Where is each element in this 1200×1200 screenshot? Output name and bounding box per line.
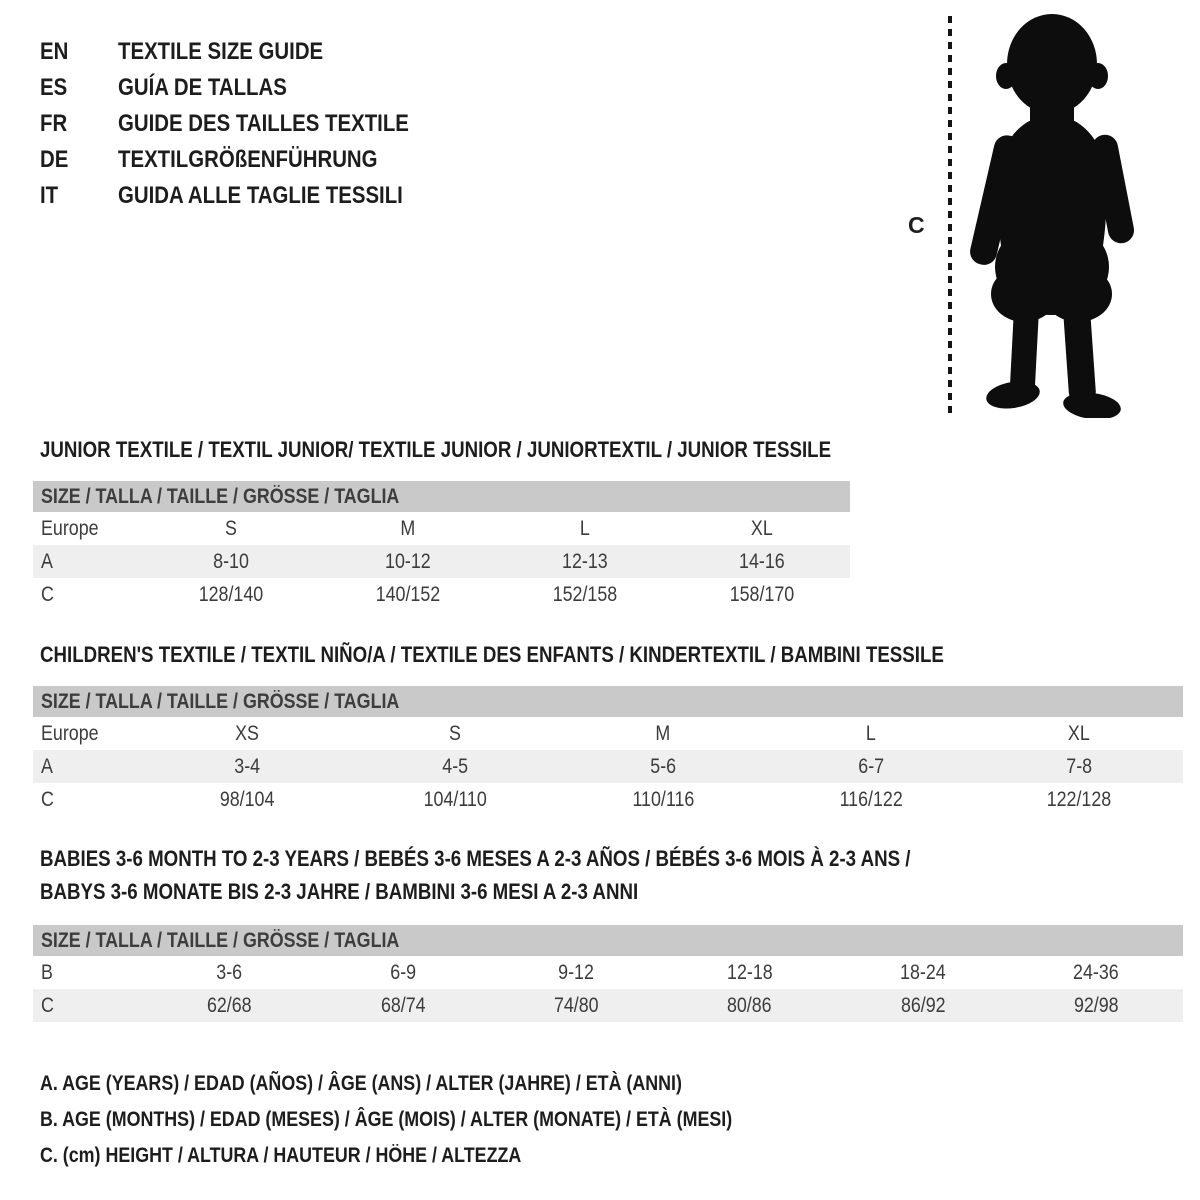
lang-row-it	[40, 178, 460, 214]
height-cell: 122/128	[1046, 787, 1112, 811]
height-measure-label: C	[908, 212, 925, 238]
row-label: C	[41, 787, 54, 811]
height-cell: 98/104	[219, 787, 275, 811]
size-cell: XL	[1068, 721, 1090, 745]
row-label: A	[41, 754, 53, 778]
height-cell: 92/98	[1073, 993, 1119, 1017]
babies-title-line2: BABYS 3-6 MONATE BIS 2-3 JAHRE / BAMBINI 3-6 MESI A 2-3 ANNI	[40, 879, 639, 904]
title-es: GUÍA DE TALLAS	[118, 74, 287, 101]
lang-code-de: DE	[40, 146, 69, 173]
age-cell: 6-7	[858, 754, 884, 778]
months-cell: 9-12	[558, 960, 595, 984]
months-cell: 18-24	[900, 960, 946, 984]
legend-line-c: C. (cm) HEIGHT / ALTURA / HAUTEUR / HÖHE / ALTEZZA	[40, 1144, 522, 1167]
title-it: GUIDA ALLE TAGLIE TESSILI	[118, 182, 403, 209]
measurement-legend	[40, 1066, 854, 1174]
children-section-title	[40, 638, 1103, 671]
row-label: Europe	[41, 516, 99, 540]
height-cell: 104/110	[423, 787, 487, 811]
children-size-table	[33, 686, 1183, 816]
size-cell: L	[866, 721, 876, 745]
age-cell: 5-6	[650, 754, 676, 778]
babies-row-height	[33, 989, 1183, 1022]
size-cell: XS	[235, 721, 259, 745]
height-cell: 80/86	[727, 993, 772, 1017]
size-cell: L	[579, 516, 590, 540]
children-table-header	[33, 686, 1183, 717]
lang-code-en: EN	[40, 38, 69, 65]
junior-row-age	[33, 545, 850, 578]
babies-title-line1: BABIES 3-6 MONTH TO 2-3 YEARS / BEBÉS 3-6 MESES A 2-3 AÑOS / BÉBÉS 3-6 MOIS À 2-3 ANS /	[40, 846, 911, 871]
size-cell: M	[400, 516, 416, 540]
height-cell: 86/92	[900, 993, 946, 1017]
months-cell: 24-36	[1073, 960, 1120, 984]
title-en: TEXTILE SIZE GUIDE	[118, 38, 324, 65]
babies-row-months	[33, 956, 1183, 989]
babies-section-title	[40, 842, 1064, 908]
junior-section-title	[40, 433, 971, 466]
age-cell: 10-12	[385, 549, 431, 573]
lang-row-es	[40, 70, 460, 106]
height-cell: 74/80	[553, 993, 599, 1017]
height-measure-dashed-line	[948, 16, 952, 416]
height-cell: 128/140	[199, 582, 264, 606]
age-cell: 8-10	[213, 549, 250, 573]
toddler-silhouette-image	[964, 12, 1140, 418]
age-cell: 14-16	[738, 549, 785, 573]
size-cell: S	[225, 516, 238, 540]
height-cell: 62/68	[207, 993, 252, 1017]
height-cell: 110/116	[632, 787, 694, 811]
height-cell: 140/152	[375, 582, 441, 606]
babies-size-table	[33, 925, 1183, 1022]
children-row-height	[33, 783, 1183, 816]
size-cell: XL	[750, 516, 773, 540]
row-label: C	[41, 993, 54, 1017]
height-cell: 158/170	[729, 582, 794, 606]
junior-row-height	[33, 578, 850, 611]
months-cell: 6-9	[390, 960, 416, 984]
lang-row-de	[40, 142, 460, 178]
age-cell: 7-8	[1066, 754, 1092, 778]
lang-row-en	[40, 34, 460, 70]
legend-line-b: B. AGE (MONTHS) / EDAD (MESES) / ÂGE (MOIS) / ALTER (MONATE) / ETÀ (MESI)	[40, 1108, 733, 1131]
lang-code-es: ES	[40, 74, 68, 101]
language-title-block	[40, 34, 460, 214]
junior-size-table	[33, 481, 850, 611]
children-table-header-text: SIZE / TALLA / TAILLE / GRÖSSE / TAGLIA	[41, 689, 400, 713]
junior-table-header	[33, 481, 850, 512]
age-cell: 12-13	[562, 549, 608, 573]
junior-row-europe	[33, 512, 850, 545]
row-label: A	[41, 549, 53, 573]
children-section-title-text: CHILDREN'S TEXTILE / TEXTIL NIÑO/A / TEXTILE DES ENFANTS / KINDERTEXTIL / BAMBINI TESSILE	[40, 642, 944, 667]
age-cell: 3-4	[234, 754, 260, 778]
lang-code-it: IT	[40, 182, 59, 209]
months-cell: 3-6	[216, 960, 243, 984]
junior-section-title-text: JUNIOR TEXTILE / TEXTIL JUNIOR/ TEXTILE JUNIOR / JUNIORTEXTIL / JUNIOR TESSILE	[40, 437, 832, 462]
height-cell: 152/158	[552, 582, 618, 606]
row-label: Europe	[41, 721, 99, 745]
size-cell: M	[655, 721, 671, 745]
size-cell: S	[449, 721, 461, 745]
title-de: TEXTILGRÖßENFÜHRUNG	[118, 146, 378, 173]
children-row-age	[33, 750, 1183, 783]
title-fr: GUIDE DES TAILLES TEXTILE	[118, 110, 409, 137]
height-cell: 68/74	[380, 993, 426, 1017]
age-cell: 4-5	[442, 754, 468, 778]
months-cell: 12-18	[726, 960, 773, 984]
lang-code-fr: FR	[40, 110, 68, 137]
children-row-europe	[33, 717, 1183, 750]
legend-line-a: A. AGE (YEARS) / EDAD (AÑOS) / ÂGE (ANS) / ALTER (JAHRE) / ETÀ (ANNI)	[40, 1072, 682, 1095]
height-cell: 116/122	[839, 787, 903, 811]
babies-table-header	[33, 925, 1183, 956]
babies-table-header-text: SIZE / TALLA / TAILLE / GRÖSSE / TAGLIA	[41, 928, 400, 952]
row-label: C	[41, 582, 54, 606]
row-label: B	[41, 960, 53, 984]
junior-table-header-text: SIZE / TALLA / TAILLE / GRÖSSE / TAGLIA	[41, 484, 400, 508]
lang-row-fr	[40, 106, 460, 142]
